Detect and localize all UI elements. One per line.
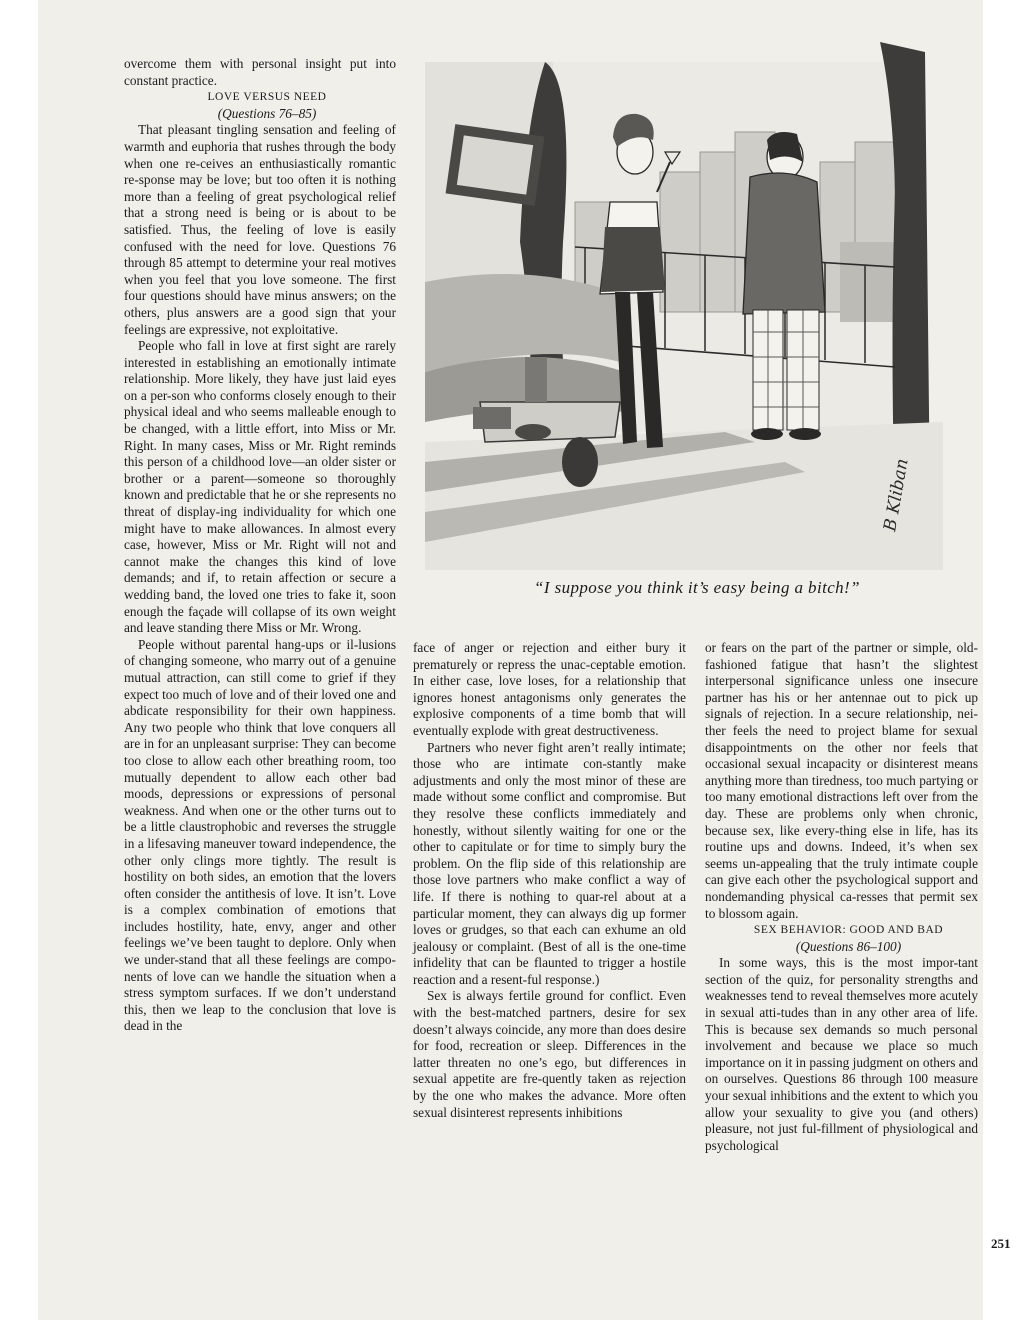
magazine-page [38,0,1011,1320]
column-lead-in: or fears on the part of the partner or simple, old-fashioned fatigue that hasn’t the slightest interpersonal significance unless one insecure partner has his or her antennae out to pick up signals of rejection. In a secure relationship, nei-ther feels the need to project blame for sexual disappointments on the other nor feels that occasional sexual incapacity or disinterest means anything more than tiredness, too much partying or too many emotional distractions left over from the day. These are problems only when chronic, because sex, like every-thing else in life, has its routine ups and downs. Indeed, it’s when sex seems un-appealing that the truly intimate couple can give each other the psychological support and nondemanding physical ca-resses that permit sex to blossom again. [705,640,978,921]
section-title: SEX BEHAVIOR: GOOD AND BAD [753,924,944,937]
text-column-2 [413,640,686,1121]
text-column-1 [124,56,396,1035]
text-column-3 [705,640,978,1154]
artist-signature: B Kliban [880,457,913,533]
section-subtitle: (Questions 76–85) [217,105,317,121]
cartoon-drawing [425,42,943,570]
paragraph: People without parental hang-ups or il-lusions of changing someone, who marry out of a genuine mutual attraction, can still come to grief if they expect too much of love and of their loved one and abdicate responsibility for their own happiness. Any two people who think that love conquers all are in for an unpleasant surprise: They can become too close to allow each other breathing room, too mutually dependent to allow each other bad moods, depressions or expressions of personal weakness. And when one or the other turns out to be a little claustrophobic and reverses the struggle in a lifesaving maneuver toward independence, the other only clings more tightly. The result is hostility on both sides, an emotion that the lovers often consider the antithesis of love. It isn’t. Love is a complex combination of emotions that includes hostility, hate, envy, anger and other feelings we’ve been taught to deplore. Only when we under-stand that all these feelings are compo-nents of love can we handle the situation when a stress symptom surfaces. If we don’t understand this, then we leap to the conclusion that love is dead in the [124,636,396,1034]
paragraph: People who fall in love at first sight are rarely interested in establishing an emotionally intimate relationship. More likely, they have just laid eyes on a per-son who conforms closely enough to their physical ideal and who seems malleable enough to be changed, with a little effort, into Miss or Mr. Right. In many cases, Miss or Mr. Right reminds this person of a childhood love—an older sister or brother or a parent—someone so thoroughly known and predictable that he or she represents no threat of display-ing individuality for which one might have to make allowances. In almost every case, however, Miss or Mr. Right will not and cannot make the changes this kind of love demands; and if, to retain affection or secure a wedding band, the loved one tries to fake it, soon enough the façade will collapse of its own weight and leave standing there Miss or Mr. Wrong. [124,338,396,636]
cartoon-caption: “I suppose you think it’s easy being a bitch!” [534,578,860,597]
section-title: LOVE VERSUS NEED [207,91,327,104]
paragraph: That pleasant tingling sensation and feeling of warmth and euphoria that rushes through the body when one re-ceives an enthusiastically romantic re-sponse may be love; but too often it is nothing more than a feeling of great psychological relief that a strong need is being or is about to be satisfied. Thus, the feeling of love is easily confused with the need for love. Questions 76 through 85 attempt to determine your real motives when you feel that you love someone. The first four questions should have minus answers; on the others, plus answers are a good sign that your feelings are expressive, not exploitative. [124,122,396,337]
column-lead-in: face of anger or rejection and either bury it prematurely or repress the unac-ceptable emotion. In either case, love loses, for a relationship that ignores honest antagonisms only generates the explosive components of a time bomb that will eventually explode with great destructiveness. [413,640,686,738]
section-subtitle: (Questions 86–100) [795,938,902,954]
page-number: 251 [991,1236,1011,1251]
cartoon-illustration [425,42,943,570]
paragraph: In some ways, this is the most impor-tant section of the quiz, for personality strengths and weaknesses tend to reveal themselves more acutely in sexual atti-tudes than in any other area of life. This is because sex demands so much personal involvement and because we place so much importance on it in passing judgment on others and on ourselves. Questions 86 through 100 measure your sexual inhibitions and the extent to which you allow your sexuality to give you (and others) pleasure, not just ful-fillment of physiological and psychological [705,955,978,1153]
paragraph: Sex is always fertile ground for conflict. Even with the best-matched partners, desire for sex doesn’t always coincide, any more than does desire for food, recreation or sleep. Differences in the latter threaten no one’s ego, but differences in sexual appetite are fre-quently taken as rejection by the one who makes the advance. More often sexual disinterest represents inhibitions [413,988,686,1120]
column-lead-in: overcome them with personal insight put into constant practice. [124,56,396,88]
paragraph: Partners who never fight aren’t really intimate; those who are intimate con-stantly make adjustments and only the most minor of these are made without some conflict and compromise. But they resolve these conflicts immediately and honestly, without silently waiting for one or the other to capitulate or for time to simply bury the problem. On the flip side of this relationship are those love partners who make conflict a way of life. If there is nothing to quar-rel about at a particular moment, they can always dig up former loves or grudges, so that each can exhume an old jealousy or complaint. (Best of all is the one-time infidelity that can be flaunted to trigger a hostile reaction and a resent-ful response.) [413,739,686,987]
